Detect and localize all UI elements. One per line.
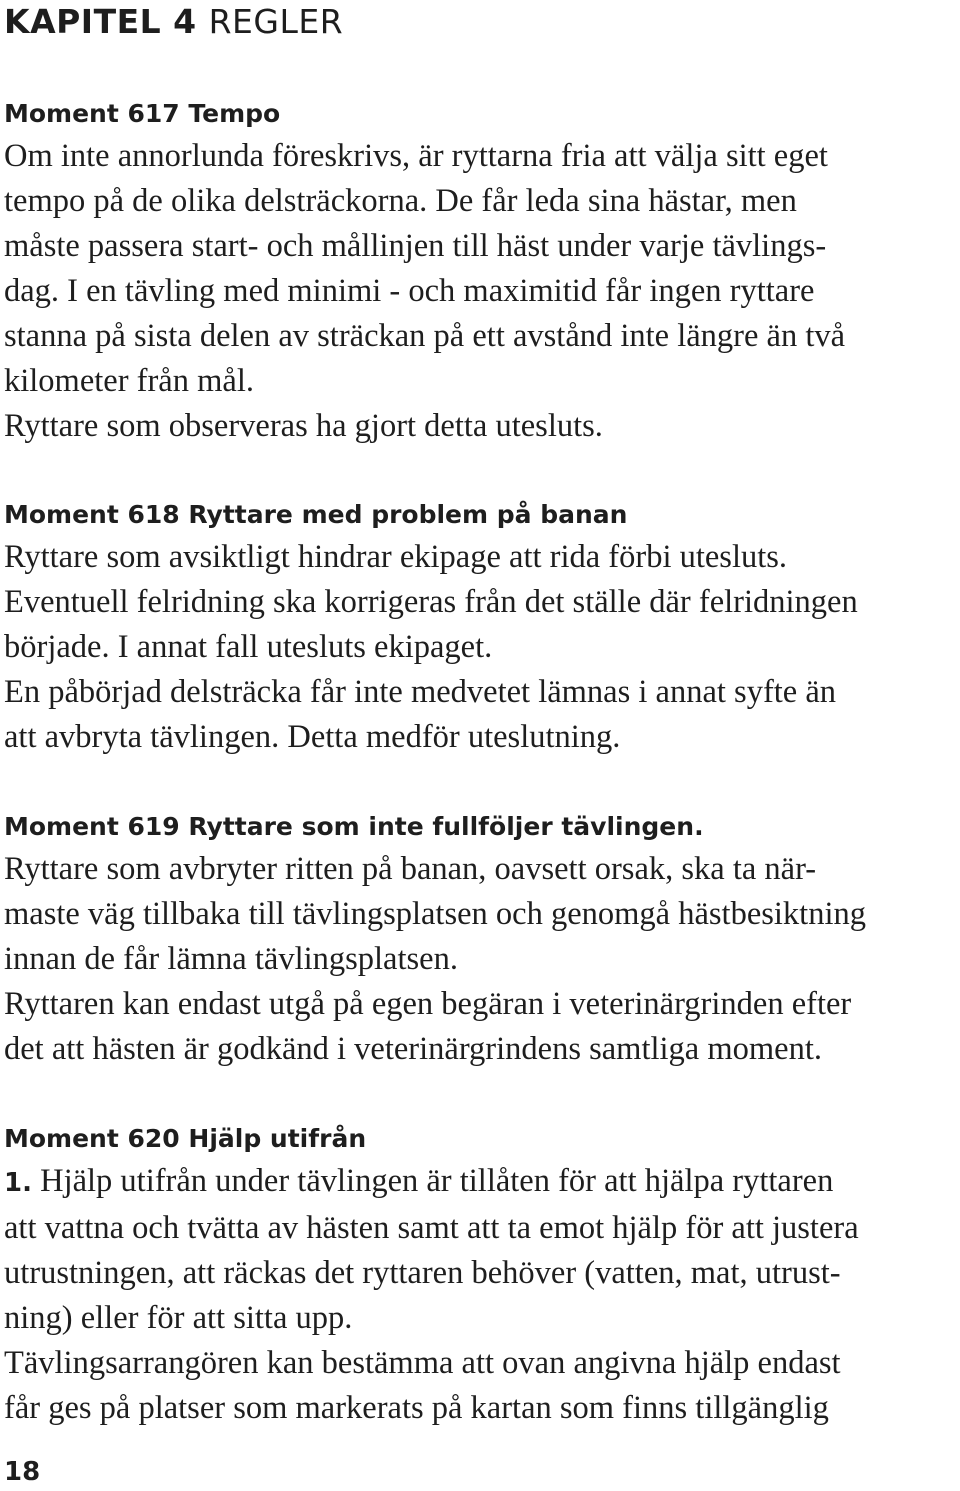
paragraph-line: att avbryta tävlingen. Detta medför uteslutning. [4, 719, 621, 755]
paragraph-line: att vattna och tvätta av hästen samt att ta emot hjälp för att justera [4, 1210, 859, 1246]
section-moment-619 [4, 807, 954, 1072]
section-moment-620 [4, 1119, 954, 1431]
section-moment-617 [4, 94, 954, 449]
paragraph-line: stanna på sista delen av sträckan på ett avstånd inte längre än två [4, 318, 846, 354]
paragraph-line: Om inte annorlunda föreskrivs, är ryttarna fria att välja sitt eget [4, 138, 828, 174]
paragraph-line: innan de får lämna tävlingsplatsen. [4, 941, 458, 977]
paragraph-line: måste passera start- och mållinjen till häst under varje tävlings- [4, 228, 827, 264]
document-page [4, 0, 954, 1431]
paragraph-line: Ryttaren kan endast utgå på egen begäran i veterinärgrinden efter [4, 986, 852, 1022]
section-heading: Moment 620 Hjälp utifrån [4, 1124, 367, 1153]
section-heading: Moment 617 Tempo [4, 99, 281, 128]
paragraph-line: kilometer från mål. [4, 363, 254, 399]
paragraph-line: En påbörjad delsträcka får inte medvetet lämnas i annat syfte än [4, 674, 837, 710]
paragraph-line: Tävlingsarrangören kan bestämma att ovan angivna hjälp endast [4, 1345, 841, 1381]
paragraph-line: började. I annat fall utesluts ekipaget. [4, 629, 493, 665]
paragraph-line: Ryttare som avbryter ritten på banan, oavsett orsak, ska ta när- [4, 851, 817, 887]
chapter-number: KAPITEL 4 [4, 2, 197, 41]
list-item-text: Hjälp utifrån under tävlingen är tillåten för att hjälpa ryttaren [31, 1163, 834, 1199]
chapter-title [4, 0, 954, 42]
list-item-number: 1. [4, 1168, 32, 1198]
paragraph-line: ning) eller för att sitta upp. [4, 1300, 353, 1336]
page-number: 18 [4, 1457, 41, 1487]
section-heading: Moment 618 Ryttare med problem på banan [4, 500, 628, 529]
paragraph-line: tempo på de olika delsträckorna. De får leda sina hästar, men [4, 183, 797, 219]
paragraph-line: får ges på platser som markerats på kartan som finns tillgänglig [4, 1390, 829, 1426]
paragraph-line: Eventuell felridning ska korrigeras från det ställe där felridningen [4, 584, 858, 620]
paragraph-line: maste väg tillbaka till tävlingsplatsen och genomgå hästbesiktning [4, 896, 866, 932]
paragraph-line [4, 1159, 954, 1206]
section-moment-618 [4, 495, 954, 760]
paragraph-line: Ryttare som observeras ha gjort detta utesluts. [4, 408, 603, 444]
paragraph-line: dag. I en tävling med minimi - och maximitid får ingen ryttare [4, 273, 815, 309]
paragraph-line: det att hästen är godkänd i veterinärgrindens samtliga moment. [4, 1031, 822, 1067]
section-heading: Moment 619 Ryttare som inte fullföljer tävlingen. [4, 812, 704, 841]
paragraph-line: Ryttare som avsiktligt hindrar ekipage att rida förbi utesluts. [4, 539, 788, 575]
paragraph-line: utrustningen, att räckas det ryttaren behöver (vatten, mat, utrust- [4, 1255, 841, 1291]
chapter-name: REGLER [208, 2, 344, 41]
